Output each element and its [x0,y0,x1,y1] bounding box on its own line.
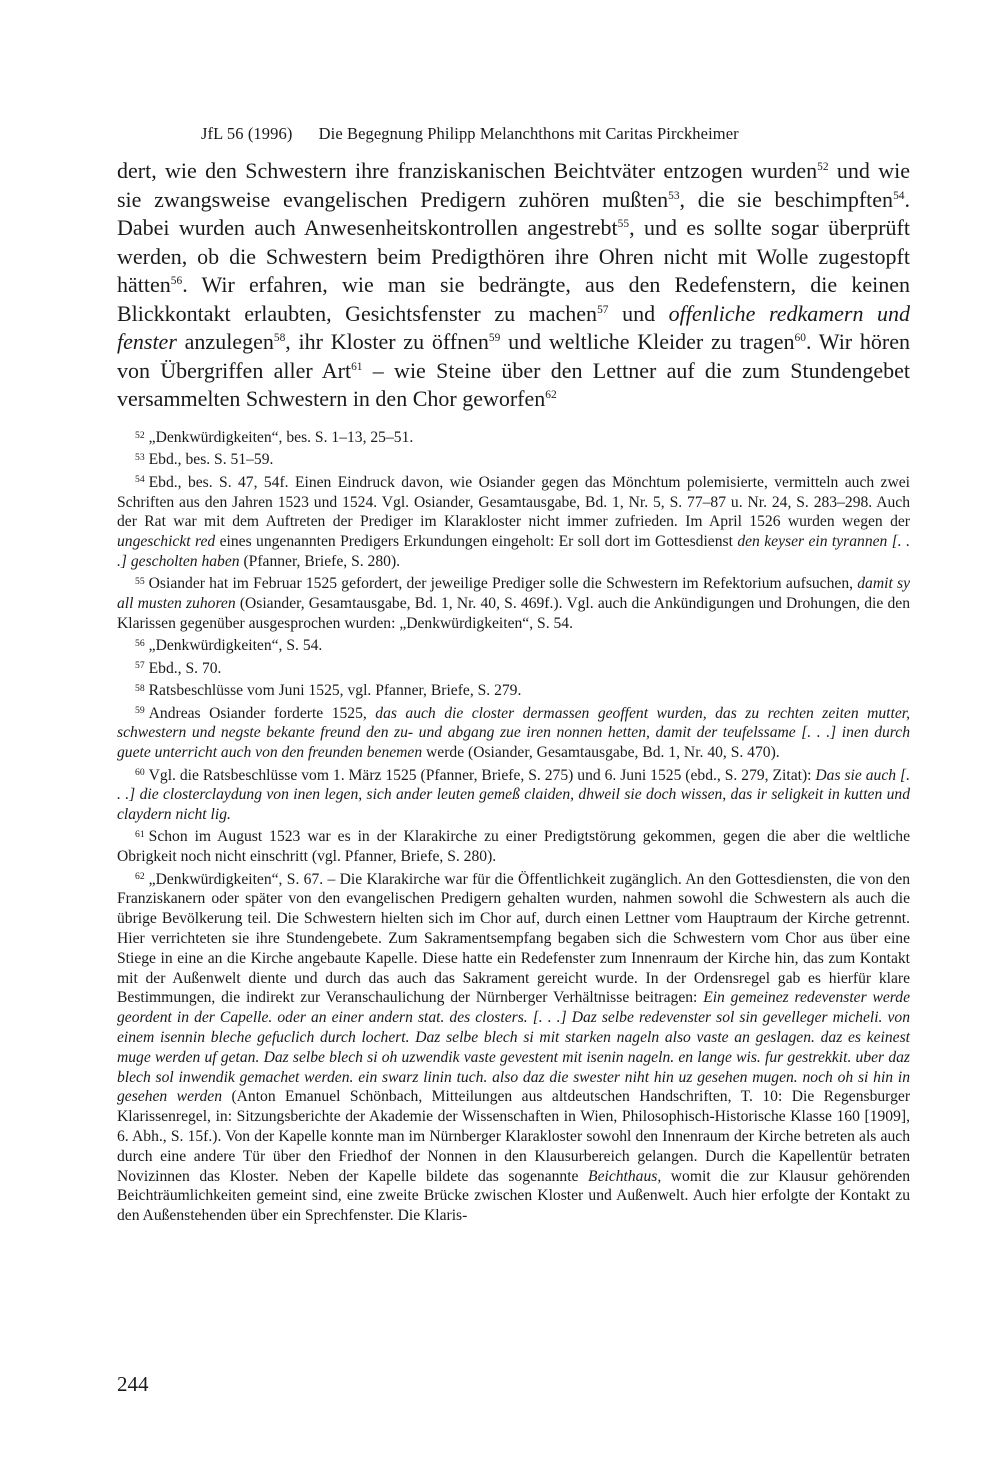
footnote-52 [117,428,910,448]
footnote-62 [117,870,910,1226]
footnote-number: 58 [135,682,145,694]
body-text: und weltliche Kleider zu tragen [500,329,795,354]
footnote-quote: Beichthaus, [588,1167,662,1185]
body-text: . Dabei wurden auch Anwesenheitskontrollen angestrebt [117,186,910,240]
footnote-ref[interactable]: 57 [597,303,609,316]
footnote-number: 52 [135,429,145,441]
body-text: . Wir hören von Übergriffen aller Art [117,329,910,383]
footnote-quote: ungeschickt red [117,533,216,551]
footnote-ref[interactable]: 52 [817,161,829,173]
footnote-ref[interactable]: 58 [273,332,286,344]
body-text: , und es sollte sogar überprüft werden, ob die Schwestern beim Predigthören ihre Ohren nicht mit Wolle zugestopft hätten [117,215,910,297]
footnote-number: 53 [135,452,145,464]
footnote-57 [117,659,910,679]
body-text: dert, wie den Schwestern ihre franziskanischen Beichtväter entzogen wurden [117,158,818,183]
journal-citation: JfL 56 (1996) [201,124,293,143]
footnote-text: (Pfanner, Briefe, S. 280). [239,552,401,570]
article-title: Die Begegnung Philipp Melanchthons mit Caritas Pirckheimer [318,124,739,143]
footnote-ref[interactable]: 62 [545,389,557,401]
footnote-ref[interactable]: 54 [893,189,905,202]
footnote-58 [117,681,910,701]
footnote-quote: Ein gemeinez redevenster werde geordent in der Capelle. oder an einer andern stat. des closters. [. . .] Daz selbe redevenster sol sin gevelleger micheli. von einem isennin bleche gefuclich durch lochert. Daz selbe blech si mit starken nageln also vaste an geslagen. daz es keinest muge werden uf getan. Daz selbe blech si oh uzwendik vaste gevestent mit isenin nageln. en lange wis. fur gestrekkit. uber daz blech sol inwendik gemachet werden. ein swarz linin tuch. also daz die swester niht hin uz gesehen mugen. noch oh si hin in gesehen werden [117,989,910,1106]
footnote-61 [117,827,910,867]
body-text: anzulegen [176,329,274,354]
footnote-number: 54 [135,474,145,486]
footnote-54 [117,473,910,572]
footnote-text: Schon im August 1523 war es in der Klarakirche zu einer Predigtstörung gekommen, gegen die aber die weltliche Obrigkeit noch nicht einschritt (vgl. Pfanner, Briefe, S. 280). [117,828,910,866]
footnote-number: 62 [135,871,145,883]
footnote-ref[interactable]: 59 [488,332,501,344]
footnote-ref[interactable]: 55 [617,218,630,230]
footnotes [117,428,910,1229]
footnote-text: Vgl. die Ratsbeschlüsse vom 1. März 1525 (Pfanner, Briefe, S. 275) und 6. Juni 1525 (ebd., S. 279, Zitat): [148,766,816,784]
footnote-text: Ebd., S. 70. [148,659,222,677]
footnote-text: Andreas Osiander forderte 1525, [148,704,376,722]
footnote-text: eines ungenannten Predigers Erkundungen eingeholt: Er soll dort im Gottesdienst [215,533,738,551]
body-text: und [608,300,669,326]
footnote-number: 59 [135,705,145,717]
footnote-ref[interactable]: 53 [668,189,680,202]
footnote-text: „Denkwürdigkeiten“, bes. S. 1–13, 25–51. [148,429,414,446]
footnote-text: womit die zur Klausur gehörenden Beichträumlichkeiten gemeint sind, eine zweite Brücke zwischen Kloster und Außenwelt. Auch hier erfolgte der Kontakt zu den Außenstehenden über ein Sprechfenster. Die Klaris- [117,1167,910,1225]
running-header [201,124,851,144]
footnote-number: 56 [135,638,145,649]
footnote-text: Ebd., bes. S. 47, 54f. Einen Eindruck davon, wie Osiander gegen das Mönchtum polemisierte, vermitteln auch zwei Schriften aus den Jahren 1523 und 1524. Vgl. Osiander, Gesamtausgabe, Bd. 1, Nr. 5, S. 77–87 u. Nr. 24, S. 283–298. Auch der Rat war mit dem Auftreten der Prediger im Klarakloster nicht immer zufrieden. Im April 1526 wurden wegen der [117,473,910,531]
footnote-text: Ratsbeschlüsse vom Juni 1525, vgl. Pfanner, Briefe, S. 279. [148,682,522,700]
footnote-quote: das auch die closter dermassen geoffent wurden, das zu rechten zeiten mutter, schwestern und negste bekante freund den zu- und abgang zue iren nonnen hetten, damit der teufelssame [. . .] inen durch guete unterricht auch von den freunden benemen [117,704,911,762]
footnote-text: Ebd., bes. S. 51–59. [148,451,274,469]
footnote-number: 60 [135,767,145,779]
footnote-55 [117,574,910,633]
footnote-text: Osiander hat im Februar 1525 gefordert, der jeweilige Prediger solle die Schwestern im Refektorium aufsuchen, [148,575,858,593]
body-paragraph [117,157,910,414]
page-number: 244 [117,1372,149,1396]
footnote-ref[interactable]: 56 [170,275,183,287]
footnote-quote: Das sie auch [. . .] die closterclaydung von inen legen, sich ander leuten gemeß claiden, dhweil sie doch wissen, das ir seligkeit in kutten und claydern nicht lig. [117,766,910,824]
footnote-number: 57 [135,660,145,672]
footnote-quote: den keyser ein tyrannen [. . .] gescholten haben [117,533,910,570]
footnote-text: „Denkwürdigkeiten“, S. 67. – Die Klarakirche war für die Öffentlichkeit zugänglich. An den Gottesdiensten, die von den Franziskanern oder später von den evangelischen Predigern gehalten wurden, nahmen sowohl die Schwestern als auch die übrige Bevölkerung teil. Die Schwestern hielten sich im Chor auf, durch einen Lettner vom Hauptraum der Kirche getrennt. Hier verrichteten sie ihre Stundengebete. Zum Sakramentsempfang begaben sich die Schwestern vom Chor aus über eine Stiege in eine an die Kirche angebaute Kapelle. Diese hatte ein Redefenster zum Innenraum der Kirche hin, das zum Kontakt mit der Außenwelt diente und durch das auch das Sakrament gereicht wurde. In der Ordensregel gab es hierfür klare Bestimmungen, die indirekt zur Veranschaulichung der Nürnberger Verhältnisse beitragen: [117,870,910,1007]
footnote-56 [117,636,910,656]
body-text: , ihr Kloster zu öffnen [285,329,489,354]
footnote-number: 61 [135,829,145,841]
body-text: . Wir erfahren, wie man sie bedrängte, aus den Redefenstern, die keinen Blickkontakt erlaubten, Gesichtsfenster zu machen [117,272,910,326]
footnote-quote: damit sy all musten zuhoren [117,575,910,613]
body-text: und wie sie zwangsweise evangelischen Predigern zuhören mußten [117,158,910,212]
footnote-text: werde (Osiander, Gesamtausgabe, Bd. 1, Nr. 40, S. 470). [422,744,780,762]
body-text: – wie Steine über den Lettner auf die zum Stundengebet versammelten Schwestern in den Chor geworfen [117,357,910,411]
footnote-text: (Osiander, Gesamtausgabe, Bd. 1, Nr. 40, S. 469f.). Vgl. auch die Ankündigungen und Drohungen, die den Klarissen gegenüber ausgesprochen wurden: „Denkwürdigkeiten“, S. 54. [117,595,910,632]
footnote-60 [117,766,910,825]
footnote-ref[interactable]: 60 [794,332,806,344]
body-italic-quote: offenliche redkamern und fenster [117,300,911,354]
body-text: , die sie beschimpften [679,186,894,212]
footnote-ref[interactable]: 61 [351,360,363,373]
footnote-53 [117,450,910,470]
footnote-text: „Denkwürdigkeiten“, S. 54. [148,637,323,655]
footnote-number: 55 [135,576,145,588]
footnote-text: (Anton Emanuel Schönbach, Mitteilungen aus altdeutschen Handschriften, T. 10: Die Regensburger Klarissenregel, in: Sitzungsberichte der Akademie der Wissenschaften in Wien, Philosophisch-Historische Klasse 160 [1909], 6. Abh., S. 15f.). Von der Kapelle konnte man im Nürnberger Klarakloster sowohl den Innenraum der Kirche betreten als auch durch eine andere Tür über den Friedhof der Nonnen in den Klausurbereich gelangen. Durch die Kapellentür betraten Novizinnen das Kloster. Neben der Kapelle bildete das sogenannte [117,1088,911,1185]
footnote-59 [117,704,910,763]
